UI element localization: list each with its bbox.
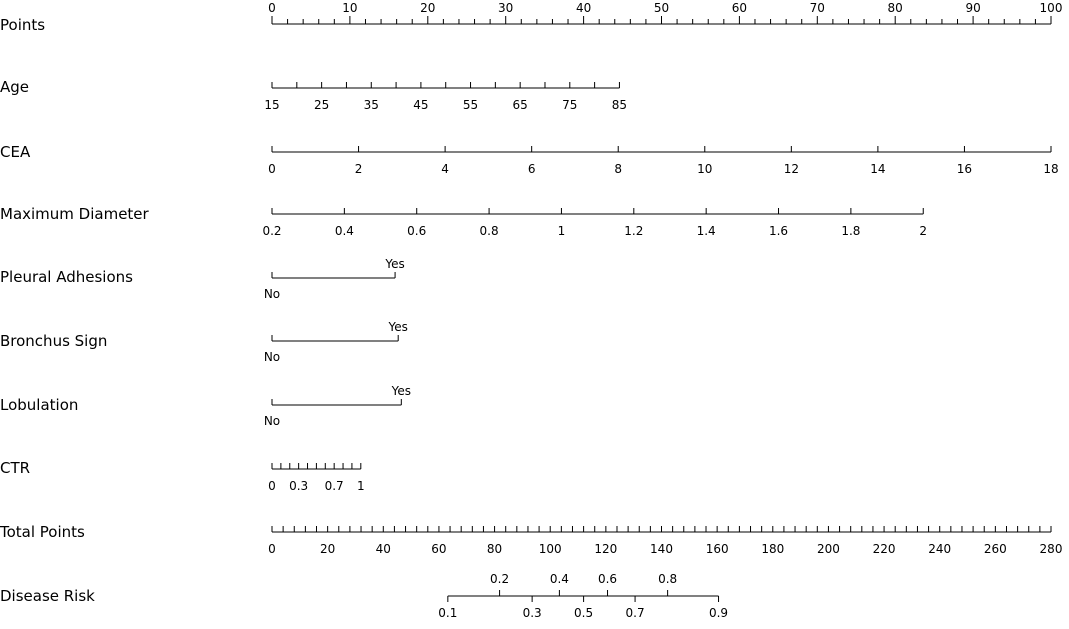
category-label: No: [263, 414, 281, 428]
risk-label: 0.5: [574, 606, 594, 620]
tick-label: 1.6: [768, 224, 789, 238]
row-label-total-points: Total Points: [0, 523, 85, 541]
category-label: Yes: [388, 320, 408, 334]
tick-label: 10: [342, 1, 358, 15]
risk-label: 0.1: [438, 606, 458, 620]
tick-label: 20: [420, 1, 436, 15]
row-label-age: Age: [0, 78, 30, 96]
tick-label: 6: [527, 162, 536, 176]
risk-label: 0.2: [490, 572, 510, 586]
risk-label: 0.9: [708, 606, 729, 620]
tick-label: 4: [441, 162, 449, 176]
tick-label: 80: [486, 542, 503, 556]
tick-label: 20: [320, 542, 336, 556]
tick-label: 1.4: [696, 224, 716, 238]
tick-label: 15: [264, 98, 280, 112]
tick-label: 260: [983, 542, 1007, 556]
tick-label: 240: [928, 542, 952, 556]
tick-label: 140: [650, 542, 673, 556]
tick-label: 12: [783, 162, 799, 176]
tick-label: 0: [268, 1, 276, 15]
tick-label: 90: [965, 1, 981, 15]
tick-label: 0.7: [324, 479, 344, 493]
tick-label: 40: [575, 1, 592, 15]
tick-label: 2: [354, 162, 363, 176]
tick-label: 30: [498, 1, 514, 15]
category-label: Yes: [391, 384, 412, 398]
tick-label: 10: [697, 162, 713, 176]
tick-label: 65: [512, 98, 528, 112]
tick-label: 100: [1039, 1, 1063, 15]
tick-label: 75: [562, 98, 578, 112]
row-label-bronchus-sign: Bronchus Sign: [0, 332, 108, 350]
tick-label: 160: [705, 542, 729, 556]
tick-label: 280: [1039, 542, 1063, 556]
tick-label: 60: [731, 1, 748, 15]
tick-label: 1: [557, 224, 566, 238]
tick-label: 80: [887, 1, 903, 15]
tick-label: 0.8: [479, 224, 499, 238]
category-label: No: [263, 287, 281, 301]
row-label-pleural-adhesions: Pleural Adhesions: [0, 268, 133, 286]
tick-label: 8: [614, 162, 623, 176]
tick-label: 0.6: [407, 224, 427, 238]
row-label-cea: CEA: [0, 143, 31, 161]
tick-label: 18: [1043, 162, 1059, 176]
row-label-lobulation: Lobulation: [0, 396, 79, 414]
category-label: No: [263, 350, 281, 364]
row-label-disease-risk: Disease Risk: [0, 587, 95, 605]
tick-label: 70: [809, 1, 825, 15]
tick-label: 0.2: [262, 224, 282, 238]
tick-label: 200: [816, 542, 840, 556]
tick-label: 1: [356, 479, 365, 493]
tick-label: 100: [538, 542, 562, 556]
row-label-points: Points: [0, 16, 46, 34]
tick-label: 0.4: [334, 224, 354, 238]
tick-label: 0: [268, 162, 276, 176]
tick-label: 25: [313, 98, 330, 112]
risk-label: 0.7: [625, 606, 645, 620]
tick-label: 85: [611, 98, 628, 112]
tick-label: 0.3: [289, 479, 309, 493]
tick-label: 220: [872, 542, 896, 556]
risk-label: 0.4: [549, 572, 569, 586]
tick-label: 16: [956, 162, 973, 176]
tick-label: 0: [268, 479, 276, 493]
category-label: Yes: [385, 257, 405, 271]
tick-label: 2: [919, 224, 928, 238]
tick-label: 55: [462, 98, 479, 112]
tick-label: 45: [413, 98, 429, 112]
risk-label: 0.8: [658, 572, 678, 586]
tick-label: 60: [431, 542, 447, 556]
tick-label: 40: [375, 542, 391, 556]
tick-label: 180: [761, 542, 785, 556]
row-label-ctr: CTR: [0, 459, 31, 477]
tick-label: 120: [594, 542, 618, 556]
risk-label: 0.3: [522, 606, 542, 620]
tick-label: 0: [268, 542, 276, 556]
row-label-maximum-diameter: Maximum Diameter: [0, 205, 149, 223]
tick-label: 1.8: [841, 224, 861, 238]
tick-label: 35: [363, 98, 379, 112]
tick-label: 50: [653, 1, 670, 15]
tick-label: 1.2: [624, 224, 644, 238]
risk-label: 0.6: [597, 572, 618, 586]
tick-label: 14: [870, 162, 886, 176]
